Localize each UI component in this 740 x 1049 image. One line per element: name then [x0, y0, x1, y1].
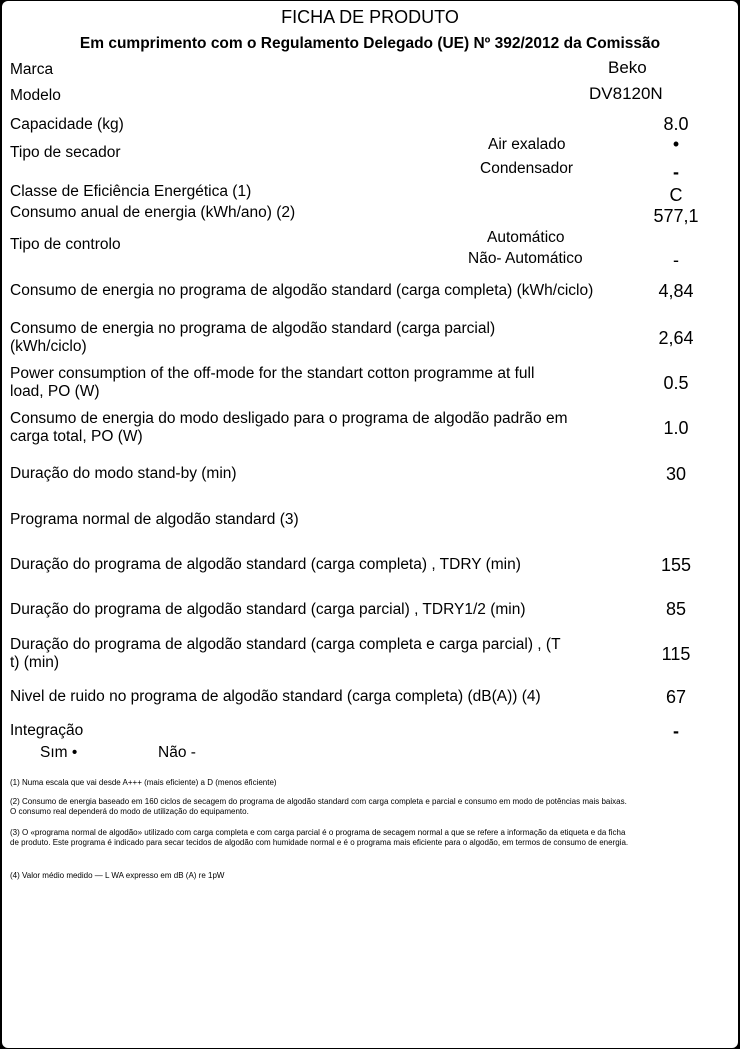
footnote-2: (2) Consumo de energia baseado em 160 ciclos de secagem do programa de algodão standard com carga completa e parcial e consumo em modo de potências mais baixas. O consumo real dependerá do modo de utilização do equipamento.: [10, 797, 627, 816]
control-type-non-automatic-label: Não- Automático: [468, 250, 583, 267]
energy-class-label: Classe de Eficiência Energética (1): [10, 183, 252, 200]
footnote-3: (3) O «programa normal de algodão» utilizado com carga completa e com carga parcial é o programa de secagem normal a que se refere a informação da etiqueta e da ficha de produto. Este programa é indicado para secar tecidos de algodão com humidade normal e é o programa mais eficiente para o algodão, em termos de consumo de energia.: [10, 828, 629, 847]
full-load-consumption-value: 4,84: [658, 281, 694, 301]
built-in-label: Integração: [10, 722, 84, 739]
dryer-type-condenser-label: Condensador: [480, 160, 574, 177]
capacity-label: Capacidade (kg): [10, 116, 124, 133]
partial-load-duration-value: 85: [665, 599, 687, 619]
footnote-1: (1) Numa escala que vai desde A+++ (mais eficiente) a D (menos eficiente): [10, 778, 277, 787]
model-label: Modelo: [10, 87, 61, 104]
standby-duration-label: Duração do modo stand-by (min): [10, 465, 237, 482]
built-in-no: Não -: [158, 744, 196, 761]
footnote-4: (4) Valor médio medido — L WA expresso em dB (A) re 1pW: [10, 871, 225, 880]
control-type-label: Tipo de controlo: [10, 236, 121, 253]
off-mode-power-pt-label: Consumo de energia do modo desligado para o programa de algodão padrão em carga total, PO (W): [10, 410, 568, 445]
weighted-duration-value: 115: [661, 644, 691, 664]
standby-duration-value: 30: [665, 464, 687, 484]
standard-programme-heading: Programa normal de algodão standard (3): [10, 511, 299, 528]
noise-level-label: Nivel de ruido no programa de algodão standard (carga completa) (dB(A)) (4): [10, 688, 541, 705]
page-title: FICHA DE PRODUTO: [281, 7, 459, 27]
brand-value: Beko: [608, 58, 647, 77]
control-type-automatic-label: Automático: [487, 229, 565, 246]
model-value: DV8120N: [589, 84, 663, 103]
off-mode-power-en-label: Power consumption of the off-mode for the standart cotton programme at full load, PO (W): [10, 365, 535, 400]
energy-class-value: C: [669, 185, 683, 205]
page-subtitle: Em cumprimento com o Regulamento Delegado (UE) Nº 392/2012 da Comissão: [79, 35, 661, 52]
off-mode-power-pt-value: 1.0: [663, 418, 689, 438]
noise-level-value: 67: [665, 687, 687, 707]
full-load-consumption-label: Consumo de energia no programa de algodão standard (carga completa) (kWh/ciclo): [10, 282, 594, 299]
built-in-yes: Sım •: [40, 744, 78, 761]
full-load-duration-label: Duração do programa de algodão standard (carga completa) , TDRY (min): [10, 556, 521, 573]
partial-load-consumption-label: Consumo de energia no programa de algodão standard (carga parcial) (kWh/ciclo): [10, 320, 496, 355]
annual-consumption-value: 577,1: [653, 206, 699, 226]
weighted-duration-label: Duração do programa de algodão standard (carga completa e carga parcial) , (T t) (min): [10, 636, 561, 671]
partial-load-duration-label: Duração do programa de algodão standard (carga parcial) , TDRY1/2 (min): [10, 601, 526, 618]
brand-label: Marca: [10, 61, 54, 78]
dryer-type-air-vented-value: •: [672, 134, 680, 154]
dryer-type-condenser-value: -: [673, 162, 679, 182]
partial-load-consumption-value: 2,64: [658, 328, 694, 348]
annual-consumption-label: Consumo anual de energia (kWh/ano) (2): [10, 204, 296, 221]
full-load-duration-value: 155: [660, 555, 692, 575]
built-in-value: -: [673, 721, 679, 741]
off-mode-power-en-value: 0.5: [663, 373, 689, 393]
dryer-type-air-vented-label: Air exalado: [488, 136, 566, 153]
control-type-non-automatic-value: -: [673, 250, 679, 270]
capacity-value: 8.0: [663, 114, 689, 134]
dryer-type-label: Tipo de secador: [10, 144, 121, 161]
